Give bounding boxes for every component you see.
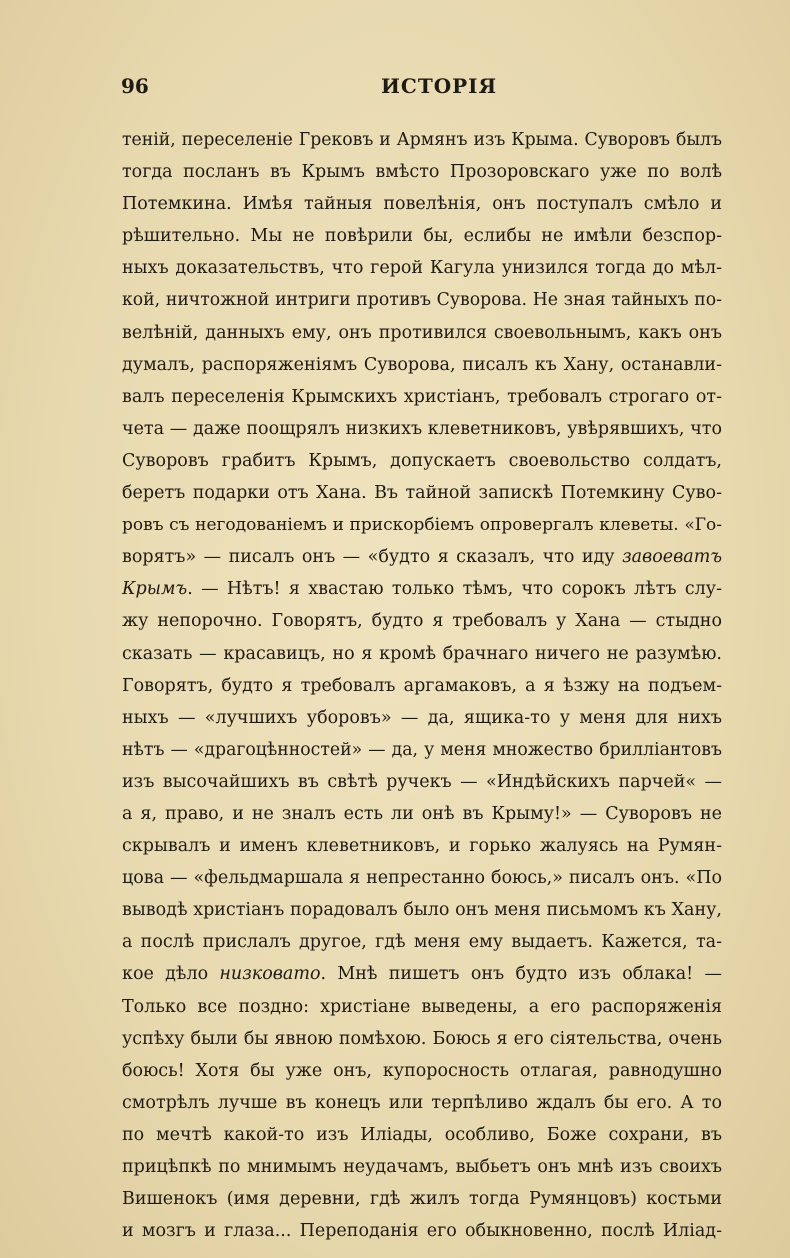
text-line: нѣтъ — «драгоцѣнностей» — да, у меня множество бриллiантовъ: [122, 739, 722, 760]
body-text: [122, 124, 722, 1247]
text-line: Только все поздно: христiане выведены, а его распоряженiя: [122, 996, 722, 1017]
text-line: ныхъ — «лучшихъ уборовъ» — да, ящика-то у меня для нихъ: [122, 707, 722, 728]
text-line: Говорятъ, будто я требовалъ аргамаковъ, а я ѣзжу на подъем-: [122, 675, 722, 696]
italic-text: Крымъ: [122, 579, 188, 600]
text-line: выводѣ христiанъ порадовалъ было онъ меня письмомъ къ Хану,: [122, 900, 722, 921]
text-line: скрывалъ и именъ клеветниковъ, и горько жалуясь на Румян-: [122, 836, 722, 857]
text-line: ныхъ доказательствъ, что герой Кагула унизился тогда до мѣл-: [122, 258, 722, 279]
text-line: цова — «фельдмаршала я непрестанно боюсь,» писалъ онъ. «По: [122, 868, 722, 889]
page-header: [0, 74, 790, 104]
text-line: успѣху были бы явною помѣхою. Боюсь я его сiятельства, очень: [122, 1028, 722, 1049]
text-line: смотрѣлъ лучше въ конецъ или терпѣливо ждалъ бы его. А то: [122, 1092, 722, 1113]
text-line: жу непорочно. Говорятъ, будто я требовалъ у Хана — стыдно: [122, 611, 722, 632]
text-line: а я, право, и не зналъ есть ли онѣ въ Крыму!» — Суворовъ не: [122, 803, 722, 824]
text-line: Крымъ. — Нѣтъ! я хвастаю только тѣмъ, что сорокъ лѣтъ слу-: [122, 579, 722, 600]
text-line: боюсь! Хотя бы уже онъ, купоросность отлагая, равнодушно: [122, 1060, 722, 1081]
italic-text: завоеватъ: [622, 547, 722, 568]
text-line: сказать — красавицъ, но я кромѣ брачнаго ничего не разумѣю.: [122, 643, 722, 664]
text-line: чета — даже поощрялъ низкихъ клеветниковъ, увѣрявшихъ, что: [122, 418, 722, 439]
page-number: 96: [121, 74, 149, 98]
text-line: изъ высочайшихъ въ свѣтѣ ручекъ — «Индѣйскихъ парчей« —: [122, 771, 722, 792]
text-line: ворятъ» — писалъ онъ — «будто я сказалъ, что иду завоеватъ: [122, 547, 722, 568]
text-line: Суворовъ грабитъ Крымъ, допускаетъ своевольство солдатъ,: [122, 450, 722, 471]
text-line: кое дѣло низковато. Мнѣ пишетъ онъ будто изъ облака! —: [122, 964, 723, 985]
text-line: ровъ съ негодованiемъ и прискорбiемъ опровергалъ клеветы. «Го-: [122, 515, 722, 536]
text-line: тенiй, переселенiе Грековъ и Армянъ изъ Крыма. Суворовъ былъ: [122, 130, 722, 150]
text-line: тогда посланъ въ Крымъ вмѣсто Прозоровскаго уже по волѣ: [122, 162, 722, 183]
text-line: думалъ, распоряженiямъ Суворова, писалъ къ Хану, останавли-: [122, 354, 722, 375]
text-line: Потемкина. Имѣя тайныя повелѣнiя, онъ поступалъ смѣло и: [122, 194, 722, 215]
text-line: велѣнiй, данныхъ ему, онъ противился своевольнымъ, какъ онъ: [122, 322, 722, 343]
text-line: беретъ подарки отъ Хана. Въ тайной запискѣ Потемкину Суво-: [122, 483, 722, 504]
text-line: рѣшительно. Мы не повѣрили бы, еслибы не имѣли безспор-: [122, 226, 722, 247]
running-head: ИСТОРІЯ: [381, 74, 498, 98]
text-line: прицѣпкѣ по мнимымъ неудачамъ, выбьетъ онъ мнѣ изъ своихъ: [122, 1157, 722, 1177]
italic-text: низковато: [219, 964, 321, 985]
text-line: кой, ничтожной интриги противъ Суворова. Не зная тайныхъ по-: [122, 290, 722, 311]
text-line: и мозгъ и глаза... Переподанiя его обыкновенно, послѣ Илiад-: [122, 1221, 722, 1242]
text-line: Вишенокъ (имя деревни, гдѣ жилъ тогда Румянцовъ) костьми: [122, 1189, 722, 1210]
text-line: валъ переселенiя Крымскихъ христiанъ, требовалъ строгаго от-: [122, 386, 722, 407]
text-line: по мечтѣ какой-то изъ Илiады, особливо, Боже сохрани, въ: [122, 1124, 722, 1145]
text-line: а послѣ прислалъ другое, гдѣ меня ему выдаетъ. Кажется, та-: [122, 932, 722, 953]
